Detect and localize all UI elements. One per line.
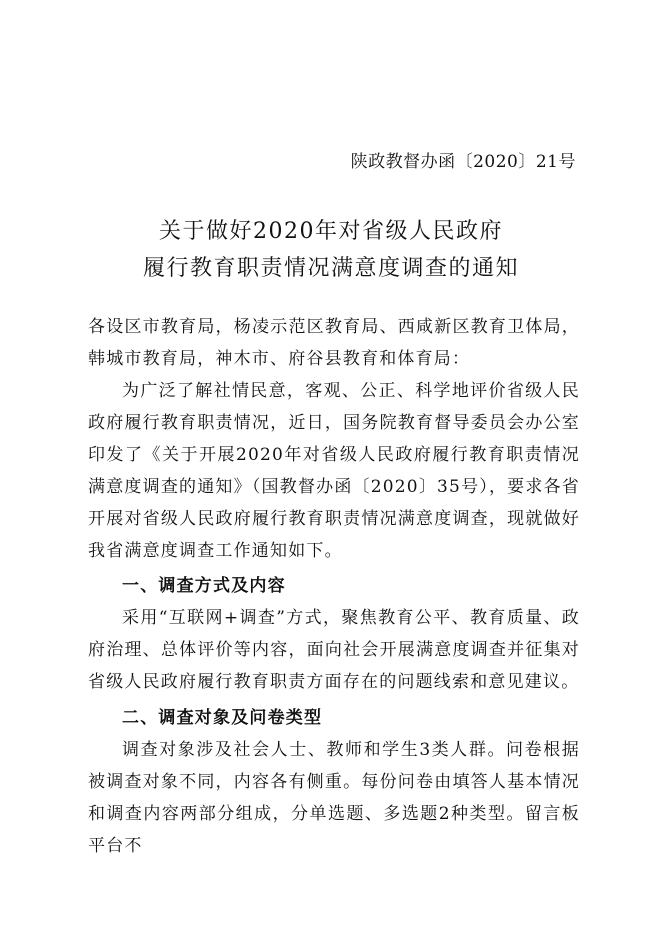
section-1-heading: 一、调查方式及内容 xyxy=(122,576,286,596)
document-number: 陕政教督办函〔2020〕21号 xyxy=(350,152,576,172)
document-title-line-1: 关于做好2020年对省级人民政府 xyxy=(159,219,503,244)
intro-paragraph: 为广泛了解社情民意，客观、公正、科学地评价省级人民政府履行教育职责情况，近日，国务院教育督导委员会办公室印发了《关于开展2020年对省级人民政府履行教育职责情况满意度调查的通知》（国教督办函〔2020〕35号），要求各省开展对省级人民政府履行教育职责情况满意度调查，现就做好我省满意度调查工作通知如下。 xyxy=(88,381,580,561)
section-1-paragraph: 采用“互联网+调查”方式，聚焦教育公平、教育质量、政府治理、总体评价等内容，面向社会开展满意度调查并征集对省级人民政府履行教育职责方面存在的问题线索和意见建议。 xyxy=(88,608,580,692)
section-2-heading: 二、调查对象及问卷类型 xyxy=(122,708,323,728)
addressee-paragraph: 各设区市教育局，杨凌示范区教育局、西咸新区教育卫体局，韩城市教育局，神木市、府谷县教育和体育局： xyxy=(88,317,580,369)
document-title-line-2: 履行教育职责情况满意度调查的通知 xyxy=(142,256,519,281)
section-2-paragraph: 调查对象涉及社会人士、教师和学生3类人群。问卷根据被调查对象不同，内容各有侧重。每份问卷由填答人基本情况和调查内容两部分组成，分单选题、多选题2种类型。留言板平台不 xyxy=(88,740,580,856)
